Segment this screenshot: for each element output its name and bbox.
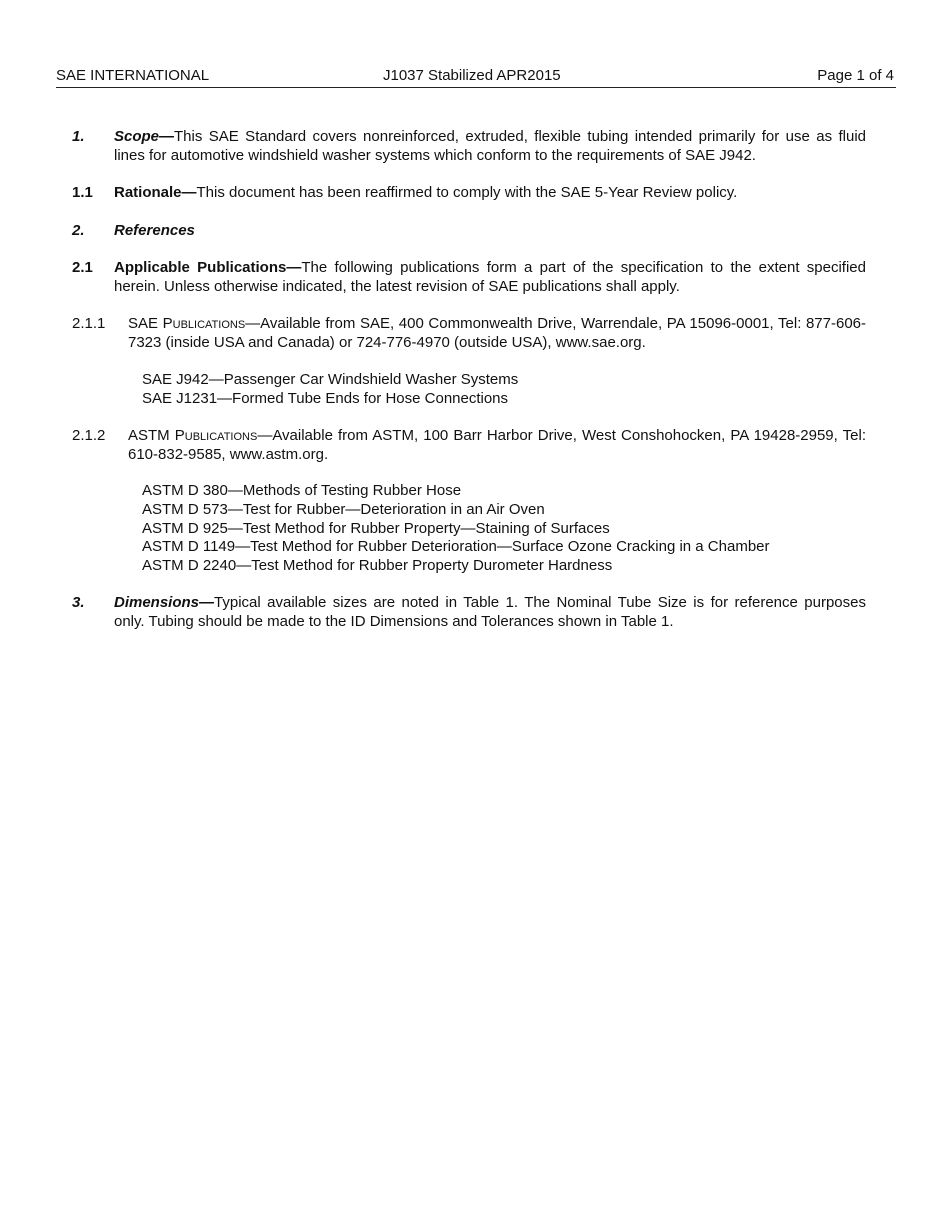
section-number: 3. <box>72 594 85 611</box>
section-title: Rationale— <box>114 184 197 201</box>
section-text: The following publications form a part of the specification to the extent specified herein. Unless otherwise indicated, the latest revision of SAE publications shall apply. <box>114 259 866 295</box>
section-title: Scope— <box>114 128 175 145</box>
section-number: 2. <box>72 222 85 239</box>
section-body <box>114 183 866 202</box>
reference-item: ASTM D 1149—Test Method for Rubber Deterioration—Surface Ozone Cracking in a Chamber <box>142 538 770 556</box>
header-doc-id: J1037 Stabilized APR2015 <box>383 67 561 84</box>
section-title: Applicable Publications— <box>114 259 302 276</box>
reference-item: ASTM D 2240—Test Method for Rubber Property Durometer Hardness <box>142 557 613 575</box>
section-body <box>114 221 866 240</box>
section-text: This document has been reaffirmed to comply with the SAE 5-Year Review policy. <box>196 184 738 201</box>
section-body <box>128 426 866 464</box>
section-number: 2.1.1 <box>72 315 106 332</box>
section-number: 1.1 <box>72 184 93 201</box>
reference-item: ASTM D 380—Methods of Testing Rubber Hose <box>142 482 462 499</box>
reference-item: ASTM D 925—Test Method for Rubber Property—Staining of Surfaces <box>142 519 610 537</box>
section-number: 1. <box>72 128 85 145</box>
section-body <box>114 127 866 165</box>
section-body <box>114 593 866 631</box>
section-number: 2.1.2 <box>72 427 106 444</box>
section-text: —Available from ASTM, 100 Barr Harbor Drive, West Conshohocken, PA 19428-2959, Tel: 610-832-9585, www.astm.org. <box>128 427 866 463</box>
section-number: 2.1 <box>72 259 93 276</box>
page-header <box>56 66 896 88</box>
section-body <box>114 258 866 296</box>
section-text: Typical available sizes are noted in Table 1. The Nominal Tube Size is for reference purposes only. Tubing should be made to the ID Dimensions and Tolerances shown in Table 1. <box>114 594 866 630</box>
section-title: References <box>114 222 195 239</box>
reference-item: SAE J1231—Formed Tube Ends for Hose Connections <box>142 389 509 407</box>
section-title: SAE Publications <box>128 315 246 332</box>
header-page-number: Page 1 of 4 <box>817 67 894 84</box>
section-title: Dimensions— <box>114 594 215 611</box>
reference-item: SAE J942—Passenger Car Windshield Washer Systems <box>142 371 519 388</box>
reference-item: ASTM D 573—Test for Rubber—Deterioration in an Air Oven <box>142 500 545 518</box>
section-title: ASTM Publications <box>128 427 258 444</box>
section-text: This SAE Standard covers nonreinforced, extruded, flexible tubing intended primarily for use as fluid lines for automotive windshield washer systems which conform to the requirements of SAE J942. <box>114 128 866 164</box>
header-org: SAE INTERNATIONAL <box>56 67 210 84</box>
sae-reference-list <box>142 370 862 408</box>
astm-reference-list <box>142 481 862 575</box>
section-body <box>128 314 866 352</box>
section-text: —Available from SAE, 400 Commonwealth Drive, Warrendale, PA 15096-0001, Tel: 877-606-7323 (inside USA and Canada) or 724-776-4970 (outside USA), www.sae.org. <box>128 315 867 351</box>
